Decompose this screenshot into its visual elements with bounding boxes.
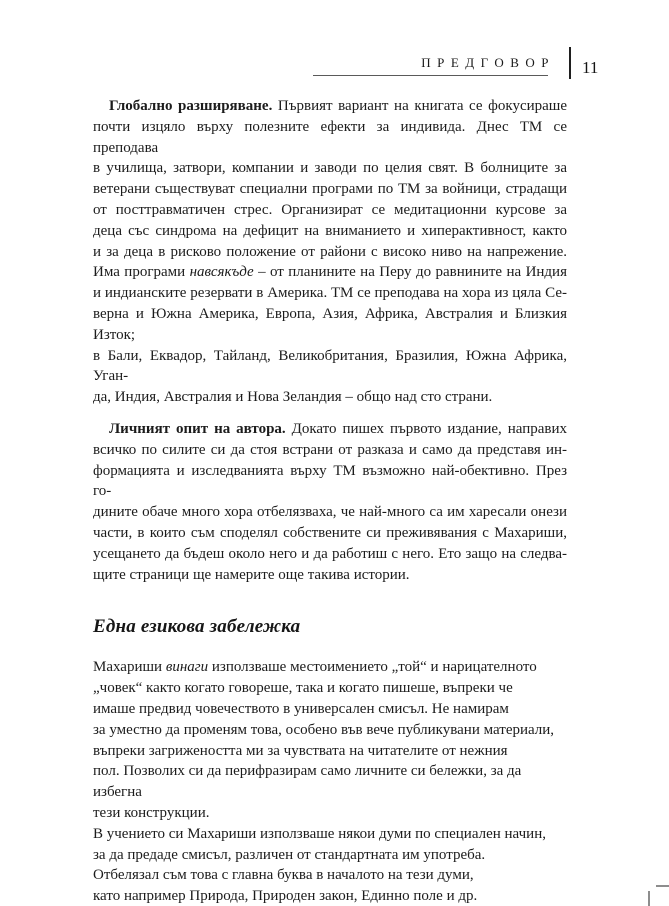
body-text: Докато пишех първото издание, направих — [285, 420, 568, 437]
para-global-expansion — [93, 96, 567, 408]
italic-text: винаги — [165, 659, 209, 676]
body-text: деца със синдрома на дефицит на вниманието и хиперактивност, както — [93, 222, 567, 239]
header-rule — [313, 75, 548, 76]
text-line — [93, 419, 567, 440]
body-text: ветерани съществуват специални програми по ТМ за войници, страдащи — [93, 181, 567, 198]
page-corner-mark-vertical — [648, 891, 650, 906]
body-text: В учението си Махариши използваше някои думи по специален начин, — [93, 825, 546, 842]
text-line — [93, 544, 567, 565]
body-text: въпреки загрижеността ми за чувствата на читателите от нежния — [93, 742, 508, 759]
body-text: за да предаде смисъл, различен от стандартната им употреба. — [93, 846, 486, 863]
text-line — [93, 720, 567, 741]
body-text: за уместно да променям това, особено във вече публикувани материали, — [93, 721, 555, 738]
body-text: формацията и изследванията върху ТМ възможно най-обективно. През го- — [93, 462, 567, 500]
body-text: да, Индия, Австралия и Нова Зеландия – общо над сто страни. — [93, 389, 493, 406]
body-text: като например Природа, Природен закон, Единно поле и др. — [93, 888, 478, 905]
text-line — [93, 200, 567, 221]
page-number: 11 — [582, 58, 599, 77]
body-text: всичко по силите си да стоя встрани от разказа и само да представя ин- — [93, 441, 567, 458]
text-line — [93, 179, 567, 200]
text-line — [93, 346, 567, 388]
body-text: тези конструкции. — [93, 804, 210, 821]
body-text: и за деца в рисково положение от райони с високо ниво на напрежение. — [93, 243, 567, 260]
text-line — [93, 221, 567, 242]
body-text: щите страници ще намерите още такива истории. — [93, 566, 410, 583]
text-line — [93, 461, 567, 503]
text-line — [93, 117, 567, 159]
text-line — [93, 886, 567, 906]
page-corner-mark-horizontal — [656, 885, 669, 887]
italic-text: навсякъде — [189, 264, 254, 281]
text-line — [93, 158, 567, 179]
body-text: части, в които съм споделял собствените си преживявания с Махариши, — [93, 524, 567, 541]
text-line — [93, 242, 567, 263]
body-text: Първият вариант на книгата се фокусираше — [272, 98, 567, 114]
para-author-experience — [93, 419, 567, 585]
body-text: използваше местоимението „той“ и нарицателното — [208, 659, 537, 676]
text-line — [93, 741, 567, 762]
body-text: от посттравматичен стрес. Организират се медитационни курсове за — [93, 201, 567, 218]
body-text: пол. Позволих си да перифразирам само личните си бележки, за да избегна — [93, 763, 522, 801]
body-text: Отбелязал съм това с главна буква в началото на тези думи, — [93, 867, 474, 884]
bold-run-in: Глобално разширяване. — [109, 98, 273, 114]
text-line — [93, 262, 567, 283]
body-text: „човек“ както когато говореше, така и когато пишеше, въпреки че — [93, 680, 513, 697]
body-text: почти изцяло върху полезните ефекти за индивида. Днес ТМ се преподава — [93, 118, 567, 156]
text-block — [93, 96, 567, 906]
bold-run-in: Личният опит на автора. — [109, 420, 286, 437]
body-text: и индианските резервати в Америка. ТМ се преподава на хора из цяла Се- — [93, 285, 567, 302]
body-text: Има програми — [93, 264, 190, 281]
body-text: дините обаче много хора отбелязваха, че най-много са им харесали онези — [93, 504, 567, 521]
body-text: – от планините на Перу до равнините на Индия — [253, 264, 567, 281]
text-line — [93, 387, 567, 408]
text-line — [93, 565, 567, 586]
text-line — [93, 304, 567, 346]
text-line — [93, 440, 567, 461]
text-line — [93, 824, 567, 845]
text-line — [93, 678, 567, 699]
text-line — [93, 96, 567, 117]
heading-language-note: Една езикова забележка — [93, 616, 301, 638]
body-text: верна и Южна Америка, Европа, Азия, Африка, Австралия и Близкия Изток; — [93, 305, 567, 343]
body-text: Махариши — [93, 659, 166, 676]
text-line — [93, 502, 567, 523]
body-text: в училища, затвори, компании и заводи по целия свят. В болниците за — [93, 160, 567, 177]
body-text: в Бали, Еквадор, Тайланд, Великобритания, Бразилия, Южна Африка, Уган- — [93, 347, 567, 385]
text-line — [93, 845, 567, 866]
text-line — [93, 803, 567, 824]
running-header-title: ПРЕДГОВОР — [421, 55, 555, 70]
text-line — [93, 523, 567, 544]
text-line — [93, 283, 567, 304]
text-line — [93, 761, 567, 803]
body-text: имаше предвид човечеството в универсален смисъл. Не намирам — [93, 700, 509, 717]
text-line — [93, 657, 567, 678]
para-language-note — [93, 657, 567, 906]
text-line — [93, 865, 567, 886]
body-text: усещането да бъдеш около него и да работиш с него. Ето защо на следва- — [93, 545, 567, 562]
text-line — [93, 699, 567, 720]
header-divider-line — [569, 47, 571, 79]
